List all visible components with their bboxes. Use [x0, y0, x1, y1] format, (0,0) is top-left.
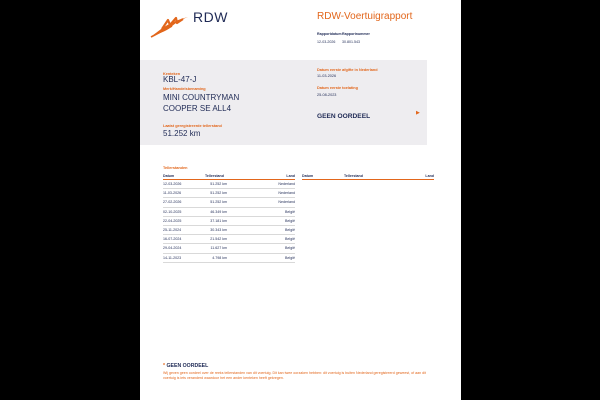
col-land: Land — [286, 173, 295, 178]
table-row — [163, 189, 295, 198]
col-tellerstand: Tellerstand — [205, 173, 224, 178]
row-land: België — [285, 218, 295, 223]
row-tellerstand: 51.252 km — [210, 191, 227, 196]
table-row — [163, 208, 295, 217]
rapportdatum-label: Rapportdatum — [317, 32, 342, 36]
row-tellerstand: 21.542 km — [210, 237, 227, 242]
report-page — [140, 0, 461, 400]
kenteken-value: KBL-47-J — [163, 75, 197, 84]
row-datum: 22-04-2025 — [163, 218, 182, 223]
table-row — [163, 226, 295, 235]
vehicle-summary — [140, 60, 427, 145]
table-header — [163, 173, 295, 180]
row-tellerstand: 30.343 km — [210, 227, 227, 232]
row-datum: 29-04-2024 — [163, 246, 182, 251]
table-row — [163, 254, 295, 263]
eerste-afgifte-label: Datum eerste afgifte in Nederland — [317, 68, 378, 72]
rapportnummer-label: Rapportnummer — [342, 32, 370, 36]
eerste-toelating-value: 25-08-2023 — [317, 93, 337, 97]
row-tellerstand: 51.252 km — [210, 200, 227, 205]
table-row — [163, 235, 295, 244]
tellerstanden-table-right — [302, 173, 434, 180]
row-datum: 27-02-2026 — [163, 200, 182, 205]
row-datum: 14-11-2023 — [163, 255, 182, 260]
col-tellerstand: Tellerstand — [344, 173, 363, 178]
row-datum: 16-07-2024 — [163, 237, 182, 242]
row-tellerstand: 4.798 km — [212, 255, 227, 260]
verdict-marker-icon: ▶ — [416, 110, 420, 116]
row-land: Nederland — [278, 182, 295, 186]
table-row — [163, 244, 295, 253]
row-land: België — [285, 237, 295, 242]
brand-name: RDW — [193, 9, 228, 25]
table-row — [163, 198, 295, 207]
tellerstand-value: 51.252 km — [163, 129, 201, 138]
merk-line1: MINI COUNTRYMAN — [163, 93, 240, 102]
col-land: Land — [425, 173, 434, 178]
footer-text: Wij geven geen oordeel over de reeks tellerstanden van dit voertuig. Dit kan twee oorzaken hebben: dit voertuig is buiten Nederland geregistreerd geweest, of aan dit voertuig is iets veranderd waardoor het een ander kenteken heeft gekregen. — [163, 371, 426, 381]
row-land: België — [285, 209, 295, 214]
eerste-afgifte-value: 11-03-2026 — [317, 74, 337, 78]
footer-title — [163, 363, 208, 369]
tellerstand-label: Laatst geregistreerde tellerstand — [163, 124, 222, 128]
verdict: GEEN OORDEEL — [317, 113, 371, 120]
row-tellerstand: 46.349 km — [210, 209, 227, 214]
table-row — [163, 217, 295, 226]
rapportdatum-value: 12-03-2026 — [317, 40, 336, 44]
row-datum: 25-11-2024 — [163, 227, 182, 232]
row-land: België — [285, 227, 295, 232]
table-row — [163, 180, 295, 189]
tellerstanden-table-left — [163, 173, 295, 263]
kenteken-label: Kenteken — [163, 72, 181, 76]
row-tellerstand: 11.627 km — [210, 246, 227, 251]
row-land: België — [285, 246, 295, 251]
row-datum: 02-10-2025 — [163, 209, 182, 214]
rapportnummer-value: 30.801.543 — [342, 40, 360, 44]
report-title: RDW-Voertuigrapport — [317, 11, 413, 22]
row-tellerstand: 37.181 km — [210, 218, 227, 223]
row-land: Nederland — [278, 200, 295, 205]
col-datum: Datum — [302, 173, 314, 178]
row-tellerstand: 51.252 km — [210, 182, 227, 186]
table-header — [302, 173, 434, 180]
row-datum: 12-03-2026 — [163, 182, 182, 186]
footer-title-text: GEEN OORDEEL — [166, 363, 209, 369]
row-datum: 11-03-2026 — [163, 191, 182, 196]
rdw-logo-icon — [150, 14, 190, 38]
eerste-toelating-label: Datum eerste toelating — [317, 86, 358, 90]
col-datum: Datum — [163, 173, 175, 178]
merk-line2: COOPER SE ALL4 — [163, 104, 232, 113]
row-land: Nederland — [278, 191, 295, 196]
row-land: België — [285, 255, 295, 260]
footnote-symbol: * — [163, 363, 166, 369]
tellerstanden-title: Tellerstanden — [163, 166, 188, 170]
merk-label: Merk/Handelsbenaming — [163, 87, 206, 91]
